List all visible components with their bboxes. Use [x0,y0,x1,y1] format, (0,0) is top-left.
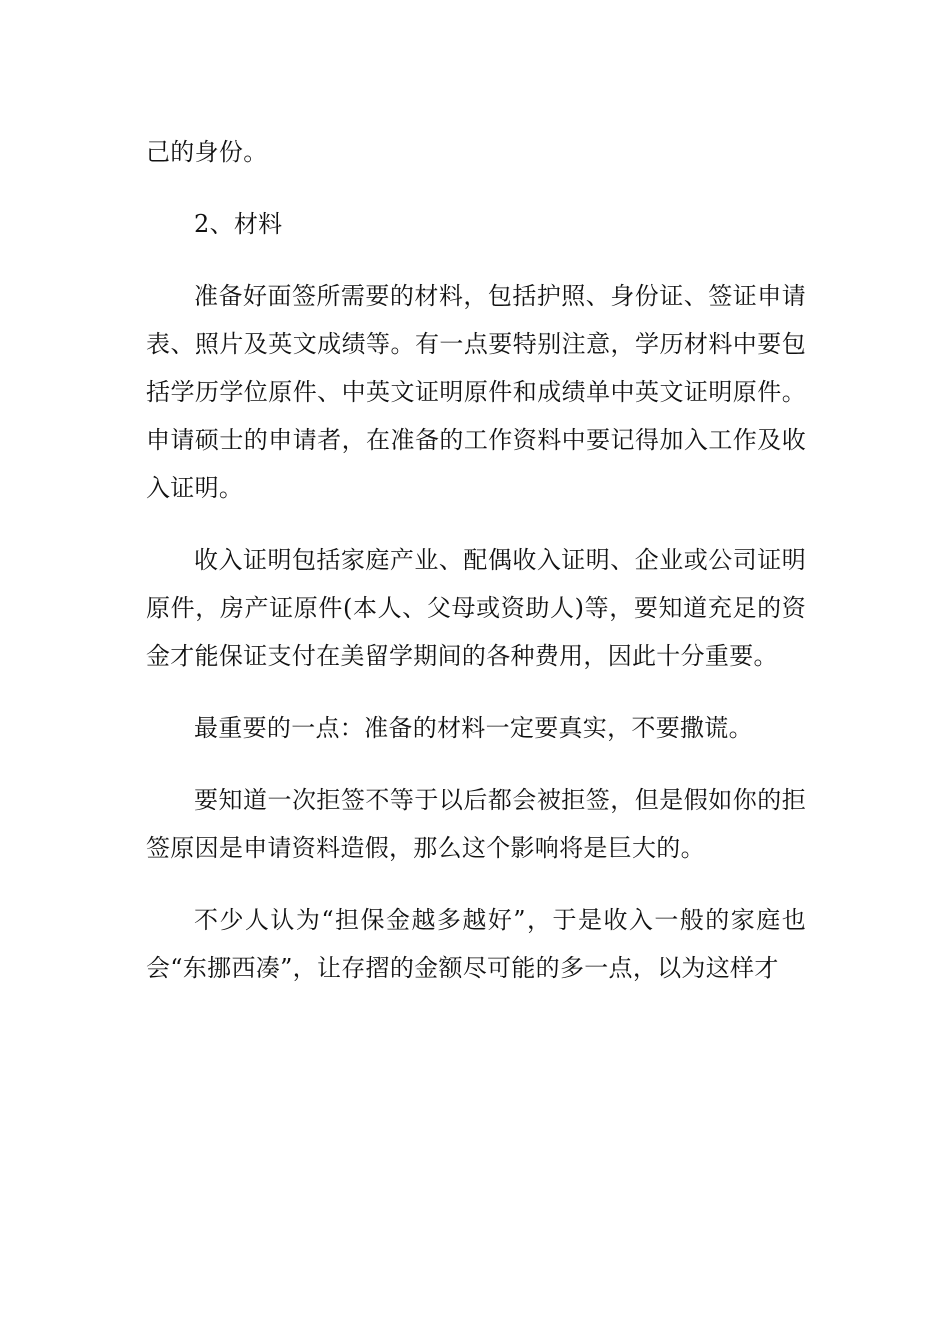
paragraph-continuation: 己的身份。 [146,138,268,166]
paragraph-refusal: 要知道一次拒签不等于以后都会被拒签，但是假如你的拒签原因是申请资料造假，那么这个影响将是巨大的。 [146,786,806,862]
section-heading-materials: 2、材料 [194,210,283,238]
paragraph-guarantee-funds: 不少人认为“担保金越多越好”，于是收入一般的家庭也会“东挪西凑”，让存摺的金额尽可能的多一点，以为这样才 [146,906,806,982]
document-body [146,128,806,1016]
paragraph-honesty: 最重要的一点：准备的材料一定要真实，不要撒谎。 [194,714,753,742]
paragraph-income-proof: 收入证明包括家庭产业、配偶收入证明、企业或公司证明原件，房产证原件(本人、父母或资助人)等，要知道充足的资金才能保证支付在美留学期间的各种费用，因此十分重要。 [146,546,806,670]
paragraph-materials: 准备好面签所需要的材料，包括护照、身份证、签证申请表、照片及英文成绩等。有一点要特别注意，学历材料中要包括学历学位原件、中英文证明原件和成绩单中英文证明原件。申请硕士的申请者，在准备的工作资料中要记得加入工作及收入证明。 [146,282,806,502]
